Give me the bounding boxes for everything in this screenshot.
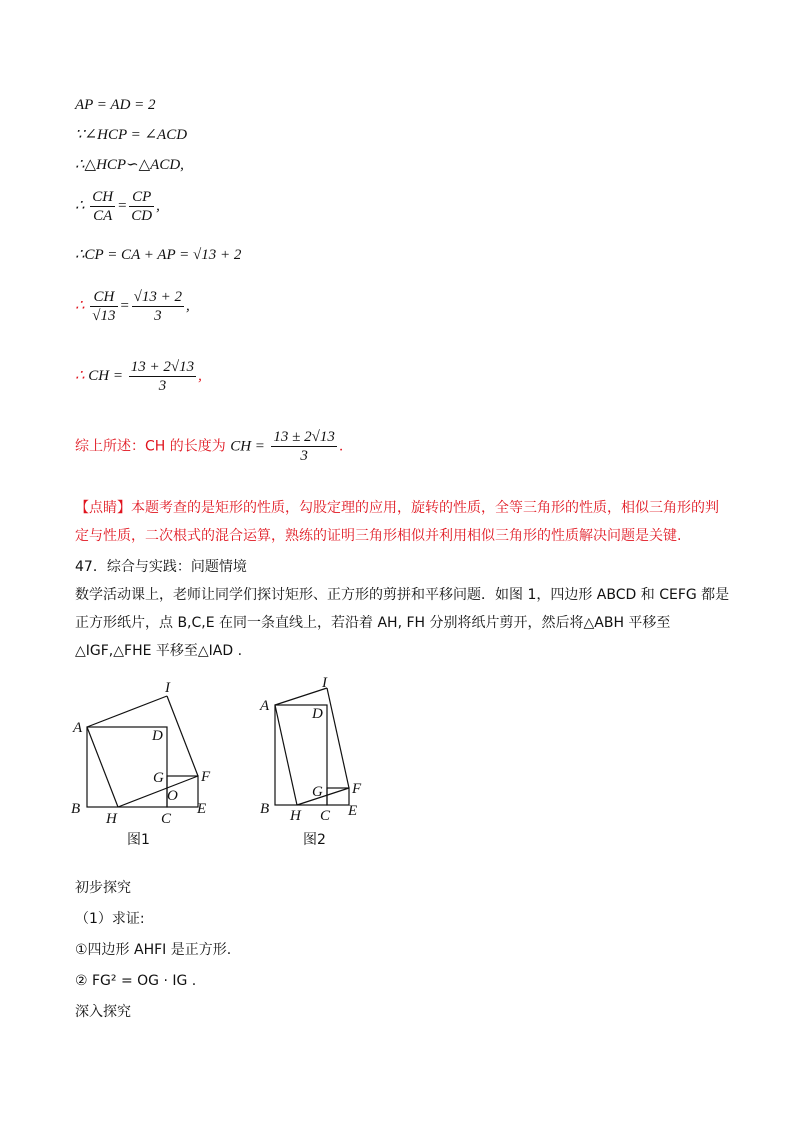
conclusion-lhs: CH = xyxy=(230,438,265,455)
segment-ai xyxy=(275,688,327,705)
label-a: A xyxy=(260,698,270,714)
label-g: G xyxy=(312,784,323,800)
figure-1 xyxy=(65,678,235,828)
numerator: 13 + 2√13 xyxy=(130,359,195,375)
numerator: CH xyxy=(92,189,114,205)
problem-paragraph-1: 数学活动课上，老师让同学们探讨矩形、正方形的剪拼和平移问题．如图 1，四边形 ABCD 和 CEFG 都是 xyxy=(75,587,730,603)
deep-explore-title: 深入探究 xyxy=(75,1004,131,1020)
numerator: √13 + 2 xyxy=(133,289,183,305)
segment-if xyxy=(167,696,198,776)
comma: , xyxy=(156,197,160,214)
segment-ah xyxy=(275,705,297,805)
numerator: CP xyxy=(129,188,154,207)
fraction-ch-sqrt13 xyxy=(90,288,117,325)
step-1: AP = AD = 2 xyxy=(75,97,156,113)
fraction-cp-cd xyxy=(129,188,154,225)
lhs: CH = xyxy=(88,367,124,384)
comment-block xyxy=(75,494,735,550)
denominator: CD xyxy=(131,208,153,224)
figure-1-caption: 图1 xyxy=(127,832,150,848)
label-g: G xyxy=(153,770,164,786)
figure-2 xyxy=(250,675,370,825)
label-f: F xyxy=(201,769,211,785)
therefore-symbol: ∴ xyxy=(75,367,85,384)
question-1: （1）求证: xyxy=(75,911,145,927)
numerator: 13 ± 2√13 xyxy=(273,429,335,445)
fraction-sqrt13-plus-2-over-3 xyxy=(132,288,184,325)
step-5: ∴CP = CA + AP = √13 + 2 xyxy=(75,247,242,263)
label-d: D xyxy=(312,706,323,722)
therefore-symbol: ∴ xyxy=(75,297,85,314)
denominator: 3 xyxy=(300,448,308,464)
step-4: ∴ $\frac{CH}{CA}$ = $\frac{CP}{CD}$ , xyxy=(75,189,160,224)
conclusion xyxy=(75,428,343,465)
label-b: B xyxy=(71,801,81,817)
exploration-block xyxy=(75,873,735,1028)
conclusion-text: 综上所述：CH 的长度为 xyxy=(75,438,226,455)
label-o: O xyxy=(167,788,178,804)
comment-line-1: 【点睛】本题考查的是矩形的性质，勾股定理的应用，旋转的性质，全等三角形的性质，相似三角形的判 xyxy=(75,500,719,516)
label-b: B xyxy=(260,801,270,817)
numerator: CH xyxy=(90,288,117,307)
label-h: H xyxy=(106,811,117,827)
rectangle-cefg xyxy=(327,788,349,805)
step-3: ∴△HCP∽△ACD, xyxy=(75,157,184,173)
denominator: 3 xyxy=(158,378,167,394)
label-e: E xyxy=(197,801,207,817)
denominator: CA xyxy=(93,208,113,224)
period: . xyxy=(338,438,344,455)
segment-if xyxy=(327,688,349,788)
denominator: √13 xyxy=(92,308,116,324)
comma: , xyxy=(186,297,190,314)
label-a: A xyxy=(73,720,83,736)
step-6: ∴ $\frac{CH}{√13}$ = $\frac{√13 + 2}{3}$ , xyxy=(75,289,190,324)
label-c: C xyxy=(161,811,172,827)
therefore-symbol: ∴ xyxy=(75,197,85,214)
problem-heading: 47．综合与实践：问题情境 xyxy=(75,559,247,575)
label-d: D xyxy=(152,728,163,744)
segment-hf xyxy=(297,788,349,805)
fraction-ch-ca xyxy=(90,188,115,225)
problem-block xyxy=(75,553,735,665)
figure-2-caption: 图2 xyxy=(303,832,326,848)
problem-paragraph-3: △IGF,△FHE 平移至△IAD . xyxy=(75,643,243,659)
label-i: I xyxy=(322,675,327,691)
label-e: E xyxy=(348,803,358,819)
problem-paragraph-2: 正方形纸片，点 B,C,E 在同一条直线上，若沿着 AH, FH 分别将纸片剪开，然后将△ABH 平移至 xyxy=(75,615,671,631)
segment-ah xyxy=(87,727,118,807)
comma: , xyxy=(198,367,202,384)
question-1a: ①四边形 AHFI 是正方形. xyxy=(75,942,232,958)
step-7 xyxy=(75,358,202,395)
fraction-result xyxy=(129,358,196,395)
denominator: 3 xyxy=(154,308,162,324)
comment-line-2: 定与性质，二次根式的混合运算，熟练的证明三角形相似并利用相似三角形的性质解决问题是关键. xyxy=(75,528,682,544)
label-c: C xyxy=(320,808,331,824)
label-f: F xyxy=(352,781,362,797)
conclusion-fraction xyxy=(271,428,336,465)
initial-explore-title: 初步探究 xyxy=(75,880,131,896)
label-i: I xyxy=(165,680,170,696)
step-2: ∵∠HCP = ∠ACD xyxy=(75,127,188,143)
label-h: H xyxy=(290,808,301,824)
segment-ai xyxy=(87,696,167,727)
question-1b: ② FG² = OG · IG . xyxy=(75,973,197,989)
